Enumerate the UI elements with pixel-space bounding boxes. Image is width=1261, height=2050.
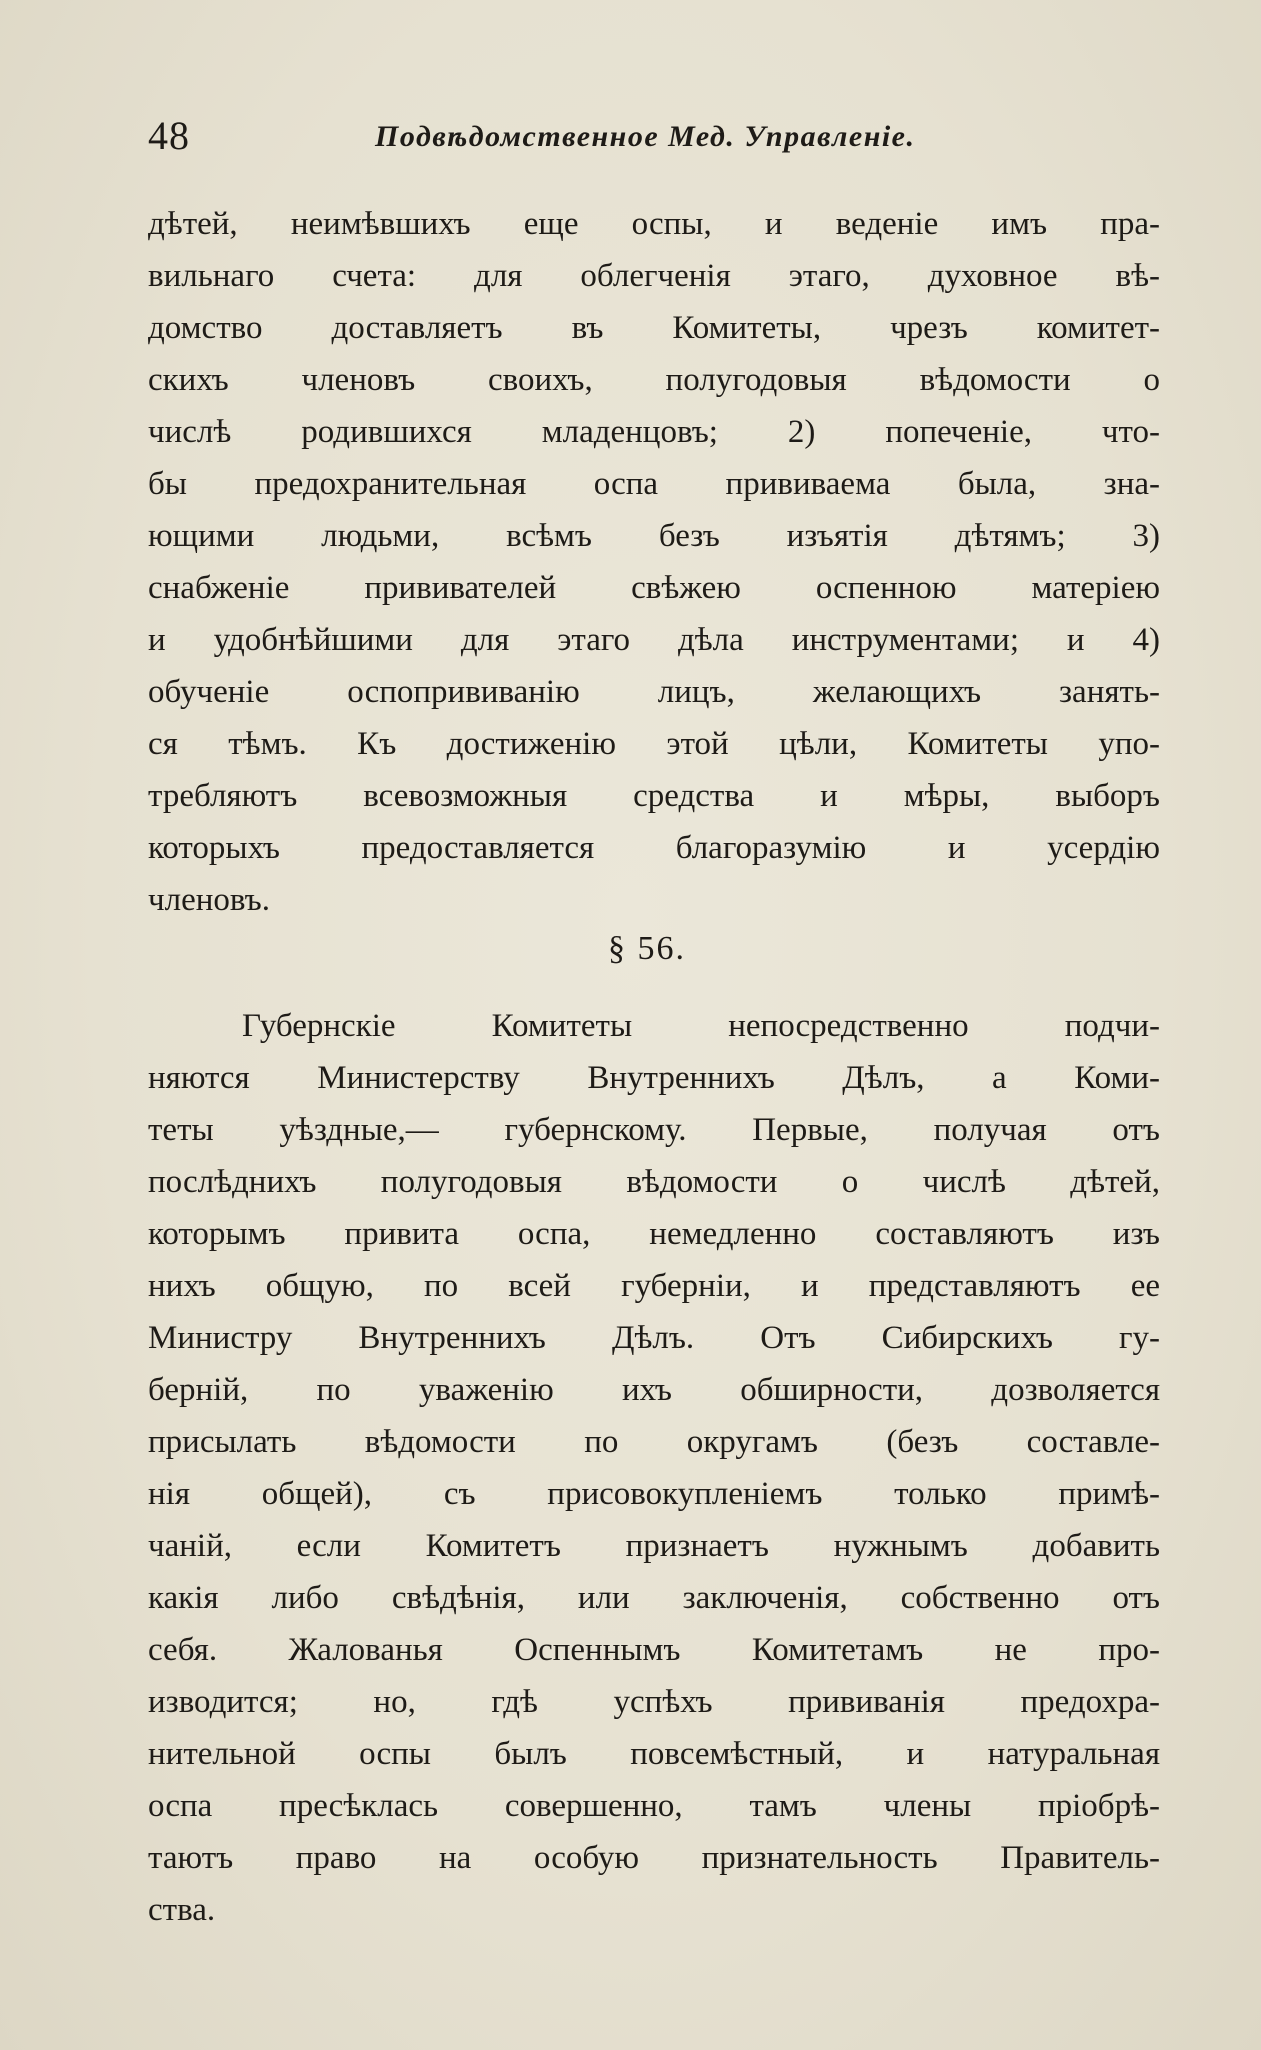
text-line: домство доставляетъ въ Комитеты, чрезъ комитет- — [148, 310, 1160, 346]
paragraph-1 — [148, 198, 1160, 926]
text-line: Министру Внутреннихъ Дѣлъ. Отъ Сибирскихъ гу- — [148, 1320, 1160, 1356]
paragraph-2 — [148, 1000, 1160, 1936]
text-line: берній, по уваженію ихъ обширности, дозволяется — [148, 1372, 1160, 1408]
section-heading: § 56. — [608, 930, 686, 967]
text-line: Губернскіе Комитеты непосредственно подчи- — [242, 1008, 1160, 1044]
text-line: бы предохранительная оспа прививаема была, зна- — [148, 466, 1160, 502]
text-line: дѣтей, неимѣвшихъ еще оспы, и веденіе имъ пра- — [148, 206, 1160, 242]
text-line: послѣднихъ полугодовыя вѣдомости о числѣ дѣтей, — [148, 1164, 1160, 1200]
text-line: ющими людьми, всѣмъ безъ изъятія дѣтямъ; 3) — [148, 518, 1160, 554]
text-line: снабженіе прививателей свѣжею оспенною матеріею — [148, 570, 1160, 606]
text-line: нихъ общую, по всей губерніи, и представляютъ ее — [148, 1268, 1160, 1304]
text-line: и удобнѣйшими для этаго дѣла инструментами; и 4) — [148, 622, 1160, 658]
text-line: оспа пресѣклась совершенно, тамъ члены пріобрѣ- — [148, 1788, 1160, 1824]
running-title: Подвѣдомственное Мед. Управленіе. — [375, 120, 916, 153]
text-line: нія общей), съ присовокупленіемъ только примѣ- — [148, 1476, 1160, 1512]
text-line: требляютъ всевозможныя средства и мѣры, выборъ — [148, 778, 1160, 814]
page-number: 48 — [148, 113, 190, 158]
text-line: членовъ. — [148, 882, 270, 918]
text-line: чаній, если Комитетъ признаетъ нужнымъ добавить — [148, 1528, 1160, 1564]
text-line: себя. Жалованья Оспеннымъ Комитетамъ не про- — [148, 1632, 1160, 1668]
text-line: вильнаго счета: для облегченія этаго, духовное вѣ- — [148, 258, 1160, 294]
text-line: какія либо свѣдѣнія, или заключенія, собственно отъ — [148, 1580, 1160, 1616]
text-line: ся тѣмъ. Къ достиженію этой цѣли, Комитеты упо- — [148, 726, 1160, 762]
text-line: которыхъ предоставляется благоразумію и усердію — [148, 830, 1160, 866]
text-line: обученіе оспопрививанію лицъ, желающихъ занять- — [148, 674, 1160, 710]
text-line: скихъ членовъ своихъ, полугодовыя вѣдомости о — [148, 362, 1160, 398]
page-header — [148, 112, 990, 162]
text-line: изводится; но, гдѣ успѣхъ прививанія предохра- — [148, 1684, 1160, 1720]
text-line: теты уѣздные,— губернскому. Первые, получая отъ — [148, 1112, 1160, 1148]
text-line: нительной оспы былъ повсемѣстный, и натуральная — [148, 1736, 1160, 1772]
text-line: присылать вѣдомости по округамъ (безъ составле- — [148, 1424, 1160, 1460]
text-line: ства. — [148, 1892, 216, 1928]
text-line: няются Министерству Внутреннихъ Дѣлъ, а Коми- — [148, 1060, 1160, 1096]
text-line: таютъ право на особую признательность Правитель- — [148, 1840, 1160, 1876]
text-line: которымъ привита оспа, немедленно составляютъ изъ — [148, 1216, 1160, 1252]
text-line: числѣ родившихся младенцовъ; 2) попеченіе, что- — [148, 414, 1160, 450]
